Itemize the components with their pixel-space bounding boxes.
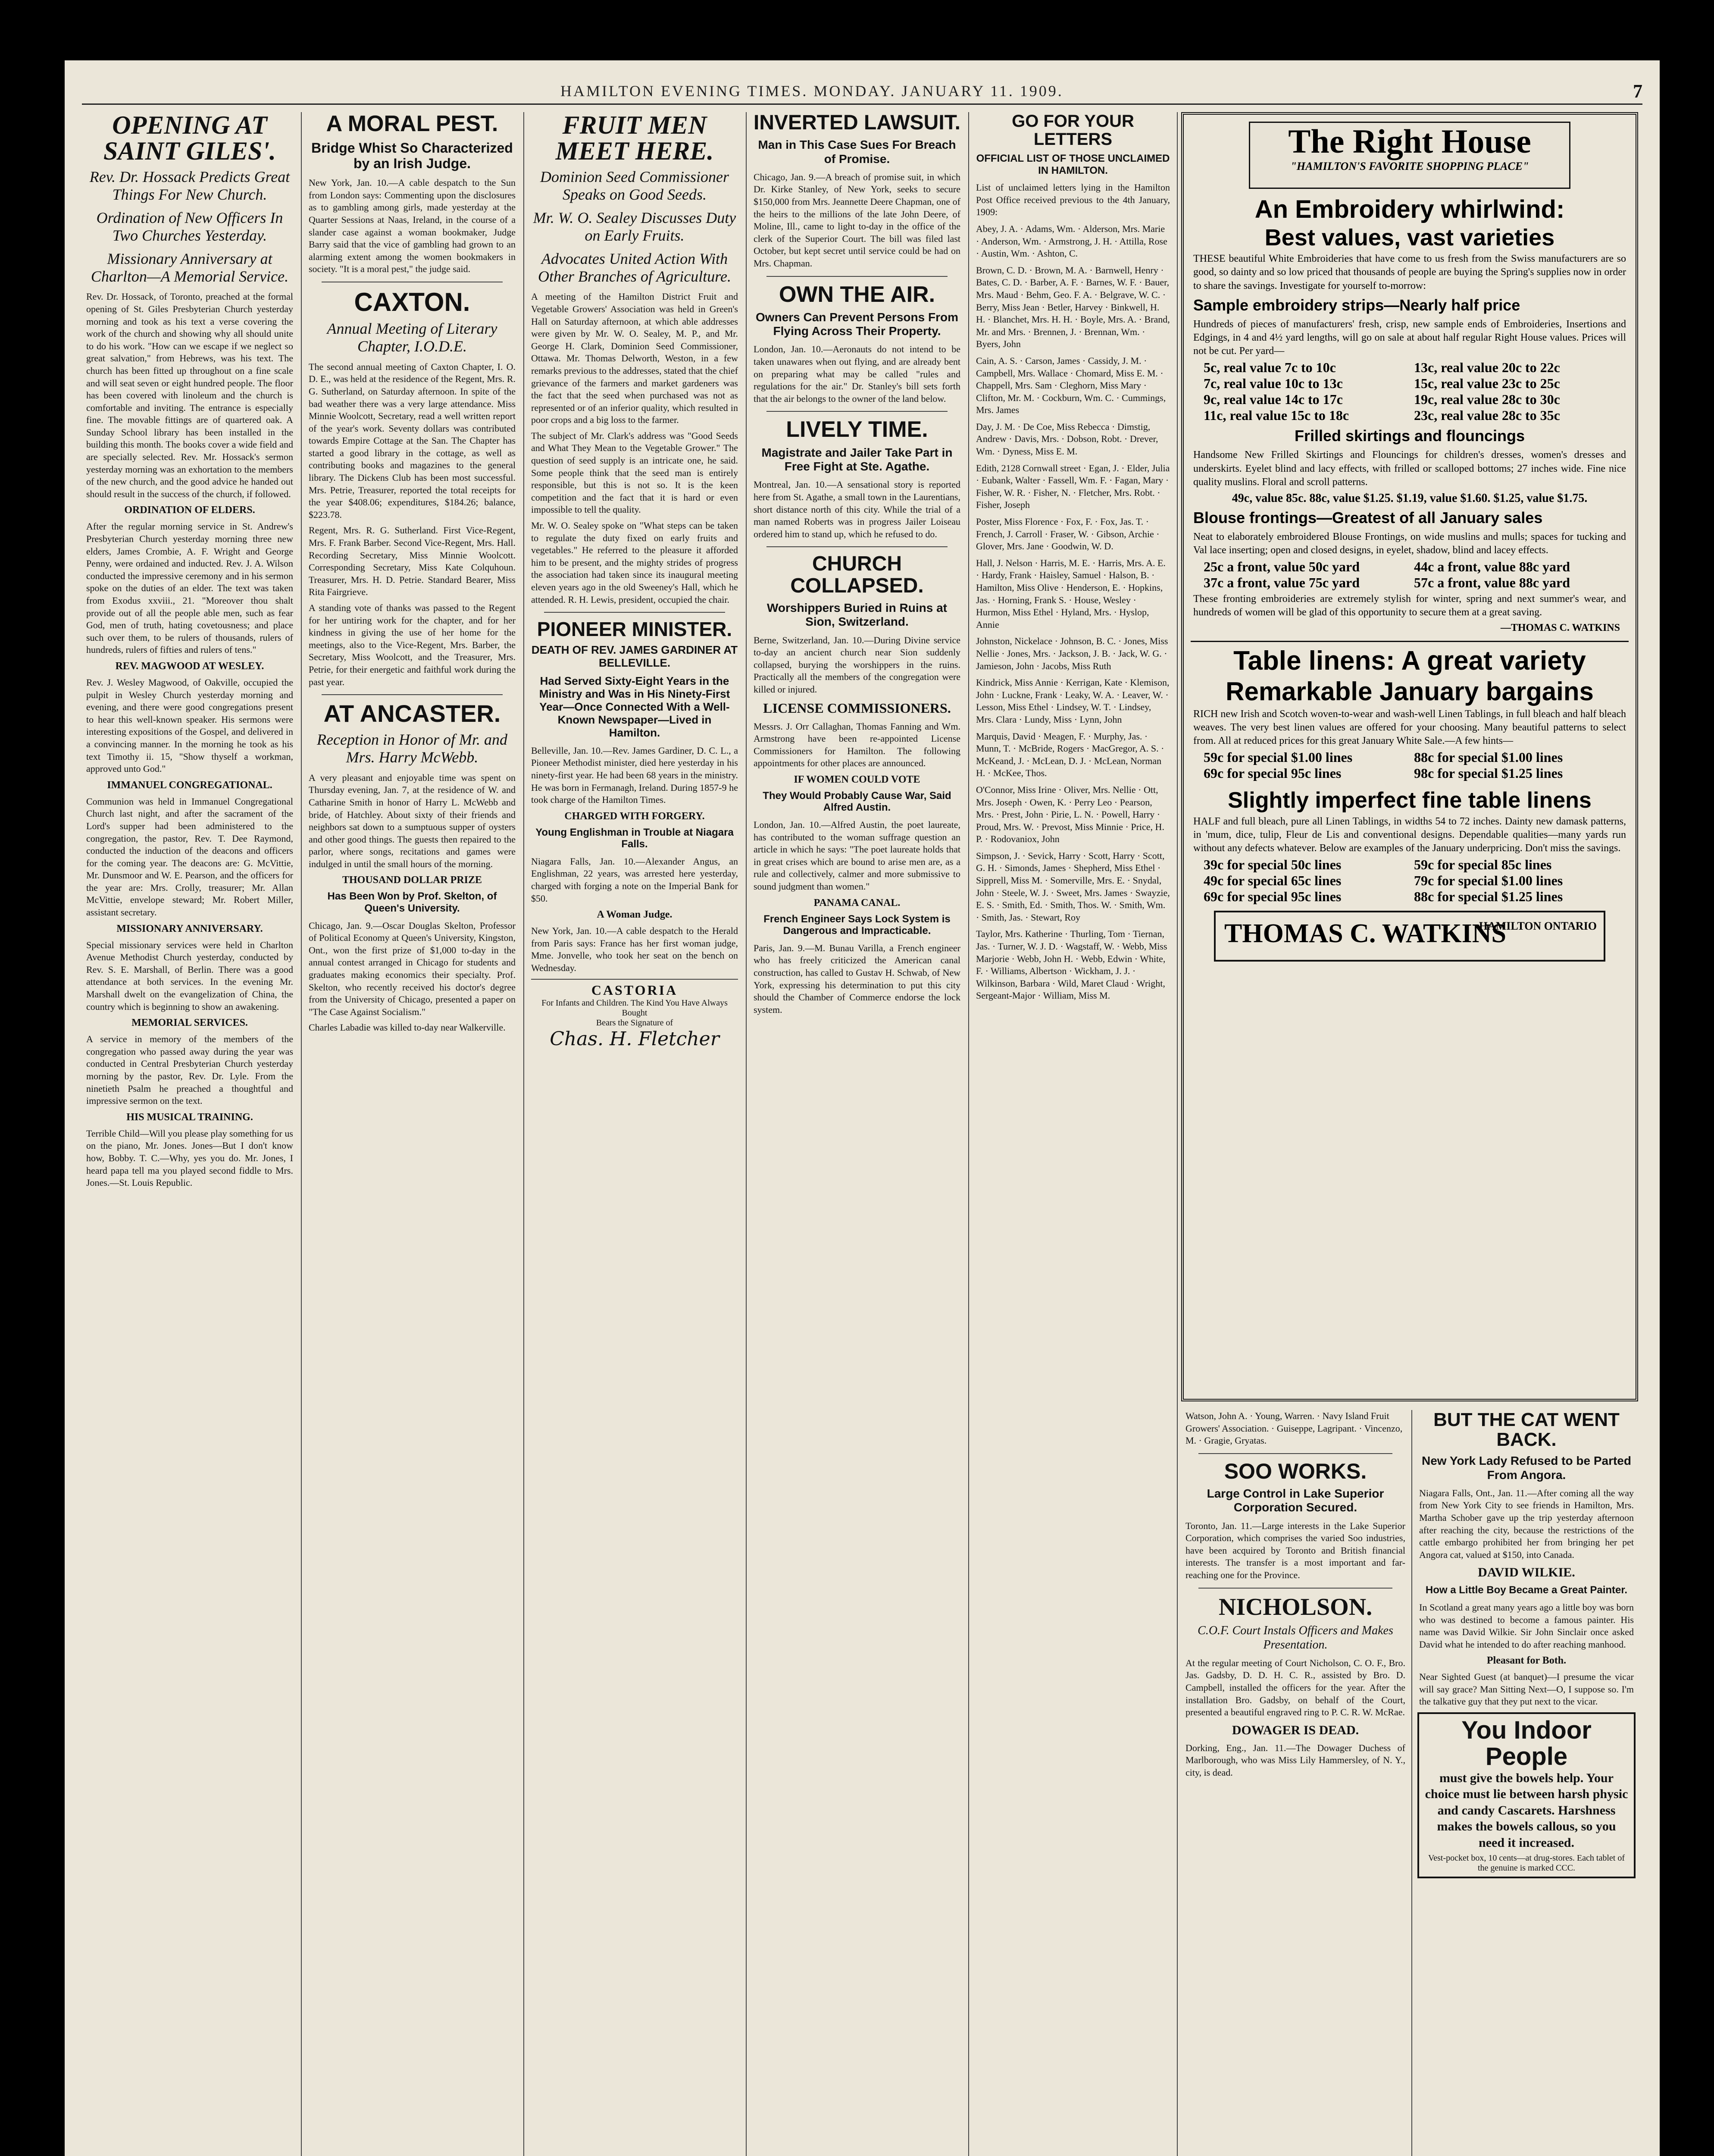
deck: Magistrate and Jailer Take Part in Free Fight at Ste. Agathe. [761,446,953,473]
price-line: 49c, value 85c. 88c, value $1.25. $1.19, value $1.60. $1.25, value $1.75. [1232,491,1588,505]
deck: Man in This Case Sues For Breach of Promise. [758,138,956,166]
deck: Has Been Won by Prof. Skelton, of Queen's University. [327,890,497,915]
ad-heading: Table linens: A great variety [1191,641,1629,676]
column-rule [1411,1410,1412,2156]
column-1 [82,112,297,2156]
deck: Young Englishman in Trouble at Niagara Falls. [535,826,734,850]
subheading: Pleasant for Both. [1486,1655,1567,1667]
article-body: Toronto, Jan. 11.—Large interests in the Lake Superior Corporation, which comprises the varied Soo industries, have been acquired by Toronto and British financial interests. The transfer is a most important and far-reaching one for the Province. [1185,1520,1405,1581]
deck: Annual Meeting of Literary Chapter, I.O.D.E. [327,320,497,355]
article-body: List of unclaimed letters lying in the Hamilton Post Office received previous to the 4th January, 1909: [976,182,1170,218]
subheading: IF WOMEN COULD VOTE [794,774,920,785]
letter-list: Cain, A. S. · Carson, James · Cassidy, J. M. · Campbell, Mrs. Wallace · Chomard, Miss E. M. · Chappell, Mrs. Sam · Cleghorn, Miss Mary · Clifton, Mr. M. · Cockburn, Wm. C. · Cummings, Mrs. James [976,355,1166,416]
price-item: 23c, real value 28c to 35c [1414,407,1560,423]
castoria-ad [531,979,738,1050]
article-body: London, Jan. 10.—Aeronauts do not intend to be taken unawares when out flying, and are already bent on preparing what may be called "rules and regulations for the air." Dr. Stanley's bill sets forth that the air belongs to the owner of the land below. [754,344,960,404]
subheading: A Woman Judge. [597,909,672,921]
subheading: HIS MUSICAL TRAINING. [126,1111,253,1123]
newspaper-page [65,60,1660,2156]
ad-subheading: Sample embroidery strips—Nearly half price [1193,296,1520,314]
deck: Had Served Sixty-Eight Years in the Ministry and Was in His Ninety-First Year—Once Connected With a Well-Known Newspaper—Lived in Hamilton. [539,674,730,739]
article-body: Rev. Dr. Hossack, of Toronto, preached at the formal opening of St. Giles Presbyterian Church yesterday morning and took as his text a verse covering the work of the church and showing why all should unite to do his work. "How can we escape if we neglect so great salvation," from Hebrews, was his text. The church has been fitted up throughout on a fine scale and will seat seven or eight hundred people. The floor has been covered with linoleum and the church is comfortable and inviting. The entrance is especially fine. The movable fittings are of quartered oak. A Sunday School library has been installed in the building this month. The books cover a wide field and are specially selected. Rev. Mr. Hossack's sermon yesterday morning was an exhortation to the members of the new church, and the good advice he handed out should result in the success of the church, if followed. [86,291,293,499]
price-item: 44c a front, value 88c yard [1414,559,1570,575]
header-rule [82,103,1642,105]
subheading: ORDINATION OF ELDERS. [124,505,255,516]
store-banner [1249,122,1570,189]
article-body: A meeting of the Hamilton District Fruit and Vegetable Growers' Association was held in Green's Hall on Saturday afternoon, at which able addresses were given by Mr. W. O. Sealey, M. P., and Mr. George H. Clark, Dominion Seed Commissioner, Ottawa. Mr. Thomas Delworth, Weston, in a few remarks previous to the addresses, stated that the chief grievance of the farmers and market gardeners was the fact that the seed when purchased was not as represented or of an inferior quality, which resulted in poor crops and a big loss to the farmer. [531,291,738,426]
ad-heading: Remarkable January bargains [1226,677,1594,706]
watkins-logo-city: HAMILTON ONTARIO [1479,920,1597,933]
headline-go-for-letters: GO FOR YOUR LETTERS [1012,112,1134,149]
price-grid [1204,559,1616,591]
letter-list: Poster, Miss Florence · Fox, F. · Fox, Jas. T. · French, J. Carroll · Fraser, W. · Gibson, Archie · Glover, Mrs. Jane · Goodwin, W. D. [976,516,1160,552]
subheading: MISSIONARY ANNIVERSARY. [116,923,263,934]
separator [1198,1453,1392,1454]
ad-copy: These fronting embroideries are extremely stylish for winter, spring and next summer's wear, and hundreds of women will be glad of this opportunity to secure them at a great saving. [1193,593,1626,618]
article-body: Chicago, Jan. 9.—Oscar Douglas Skelton, Professor of Political Economy at Queen's University, Kingston, Ont., won the first prize of $1,000 to-day in the annual contest arranged in Chicago for students and graduates making economics their specialty. Prof. Skelton, who recently received his doctor's degree from the University of Chicago, presented a paper on "The Case Against Socialism." [309,920,516,1017]
deck: New York Lady Refused to be Parted From Angora. [1422,1454,1631,1482]
column-5 [972,112,1174,2156]
right-house-advertisement [1181,112,1638,1401]
castoria-bears: Bears the Signature of [596,1018,673,1028]
watkins-logo [1214,911,1605,962]
officers-list: Regent, Mrs. R. G. Sutherland. First Vice-Regent, Mrs. F. Frank Barber. Second Vice-Regent, Mrs. Hall. Recording Secretary, Miss Minnie Woolcott. Corresponding Secretary, Miss Kate Colquhoun. Treasurer, Mrs. H. D. Petrie. Standard Bearer, Miss Rita Fairgrieve. [309,525,516,598]
price-item: 79c for special $1.00 lines [1414,873,1563,889]
deck: Ordination of New Officers In Two Churches Yesterday. [96,209,283,244]
price-item: 57c a front, value 88c yard [1414,575,1570,591]
ad-copy: RICH new Irish and Scotch woven-to-wear and wash-well Linen Tablings, in full bleach and half bleach weaves. The very best linen values are offered for your choosing. Many beautiful patterns to select from. All at reduced prices for this great January White Sale.—A few hints— [1193,708,1626,747]
article-body: Belleville, Jan. 10.—Rev. James Gardiner, D. C. L., a Pioneer Methodist minister, died here yesterday in his ninety-first year. He had been 68 years in the ministry. He was born in Fermanagh, Ireland. During 1857-9 he took charge of the Hamilton Times. [531,745,738,805]
article-body: The subject of Mr. Clark's address was "Good Seeds and What They Mean to the Vegetable Grower." The question of seed supply is an intricate one, he said. Some people think that the seed man is entirely responsible, but this is not so. It is the keen competition and the fact that it is hard or even impossible to tell the quality. [531,430,738,515]
column-rule [746,112,747,2156]
price-item: 88c for special $1.25 lines [1414,889,1563,905]
cascarets-heading: You Indoor People [1461,1716,1592,1771]
article-body: A service in memory of the members of the congregation who passed away during the year was conducted in Central Presbyterian Church yesterday morning by the pastor, Rev. Dr. Lyle. From the ninetieth Psalm he preached a thoughtful and impressive sermon on the text. [86,1034,293,1106]
ad-subheading: Frilled skirtings and flouncings [1294,427,1525,445]
running-title: HAMILTON EVENING TIMES. MONDAY. JANUARY 11. 1909. [560,82,1063,100]
column-rule [523,112,524,2156]
letter-list: Simpson, J. · Sevick, Harry · Scott, Harry · Scott, G. H. · Simonds, James · Shepherd, Miss Ethel · Sipprell, Miss M. · Somerville, Mrs. E. · Snydal, John · Steele, W. J. · Sweet, Mrs. James · Swayzie, E. S. · Smith, Ed. · Smith, Thos. W. · Smith, Wm. · Smith, Jas. · Stewart, Roy [976,850,1170,923]
article-body: Berne, Switzerland, Jan. 10.—During Divine service to-day an ancient church near Sion suddenly collapsed, burying the worshippers in the ruins. Practically all the members of the congregation were killed or injured. [754,634,960,695]
column-2 [304,112,520,2156]
price-grid [1204,749,1616,781]
price-item: 11c, real value 15c to 18c [1204,407,1349,423]
headline-fruit-men: FRUIT MEN MEET HERE. [555,112,714,165]
letter-list: Brown, C. D. · Brown, M. A. · Barnwell, Henry · Bates, C. D. · Barber, A. F. · Barnes, W. F. · Bauer, Mrs. Maud · Behm, Geo. F. A. · Belgrave, W. C. · Berry, Miss Jean · Betler, Harvey · Binkwell, H. H. · Blanchet, Mrs. H. H. · Boyle, Mrs. A. · Brand, Mr. and Mrs. · Brennen, J. · Brennan, Wm. · Byers, John [976,264,1170,350]
deck: How a Little Boy Became a Great Painter. [1425,1584,1628,1596]
deck: French Engineer Says Lock System is Dangerous and Impracticable. [763,913,951,937]
price-item: 59c for special $1.00 lines [1204,749,1353,765]
fletcher-signature: Chas. H. Fletcher [550,1028,719,1050]
headline-pioneer-minister: PIONEER MINISTER. [537,618,732,641]
letter-list: Abey, J. A. · Adams, Wm. · Alderson, Mrs. Marie · Anderson, Wm. · Armstrong, J. H. · Attilla, Rose · Austin, Wm. · Ashton, C. [976,223,1167,259]
article-body: Charles Labadie was killed to-day near Walkerville. [309,1022,506,1033]
article-body: After the regular morning service in St. Andrew's Presbyterian Church yesterday morning three new elders, James Crombie, A. F. Wright and George Penny, were ordained and inducted. Rev. J. A. Wilson conducted the impressive ceremony and in his sermon spoke on the duties of an elder. The text was taken from Exodus xxviii., 21. "Moreover thou shalt provide out of all the people able men, such as fear God, men of truth, hating covetousness; and place such over them, to be rulers of thousands, rulers of hundreds, rulers of fifties and rulers of tens." [86,521,293,655]
article-body: Communion was held in Immanuel Congregational Church last night, and after the sacrament of the Lord's supper had been administered to the congregation, the pastor, Rev. T. Dee Raymond, conducted the induction of the deacons and officers for the coming year. The deacons are: G. McVittie, Mr. Dunsmoor and W. E. Pearson, and the officers for the year are: Mrs. Crolly, treasurer; Mr. Allan McVittie, envelope steward; Mr. Robert Miller, assistant secretary. [86,796,293,918]
price-item: 37c a front, value 75c yard [1204,575,1360,591]
article-body: Dorking, Eng., Jan. 11.—The Dowager Duchess of Marlborough, who was Miss Lily Hammersley, of N. Y., city, is dead. [1185,1742,1405,1778]
headline-church-collapsed: CHURCH COLLAPSED. [790,552,924,597]
deck: DEATH OF REV. JAMES GARDINER AT BELLEVILLE. [531,643,738,670]
deck: C.O.F. Court Instals Officers and Makes Presentation. [1198,1624,1393,1651]
headline-at-ancaster: AT ANCASTER. [323,700,501,727]
article-body: The second annual meeting of Caxton Chapter, I. O. D. E., was held at the residence of the Regent, Mrs. R. G. Sutherland, on Saturday afternoon. In spite of the bad weather there was a very large attendance. Miss Minnie Woolcott, Secretary, read a well written report of the year's work. Seventy dollars was contributed towards Empire Cottage at the San. The Chapter has started a good library in the cottage, as well as contributing books and magazines to the general library. The Dickens Club has been most successful. Mrs. Petrie, Treasurer, reported the total receipts for the year $408.06; expenditures, $184.26; balance, $223.78. [309,361,516,520]
deck: Advocates United Action With Other Branches of Agriculture. [538,250,731,285]
watkins-logo-name: THOMAS C. WATKINS [1224,919,1506,949]
cascarets-footer: Vest-pocket box, 10 cents—at drug-stores. Each tablet of the genuine is marked CCC. [1428,1853,1625,1873]
article-body: Niagara Falls, Ont., Jan. 11.—After coming all the way from New York City to see friends in Hamilton, Mrs. Martha Schober gave up the trip yesterday afternoon after reaching the city, because the restrictions of the cattle embargo prohibited her from bringing her pet Angora cat, valued at $150, into Canada. [1419,1487,1634,1560]
letter-list: Edith, 2128 Cornwall street · Egan, J. · Elder, Julia · Eubank, Walter · Fassell, Wm. F. · Fagan, Mary · Fisher, W. R. · Fisher, N. · Fletcher, Mrs. Robt. · Fisher, Joseph [976,462,1170,511]
headline-own-the-air: OWN THE AIR. [779,282,935,307]
article-body: A very pleasant and enjoyable time was spent on Thursday evening, Jan. 7, at the residence of W. and Catharine Smith in honor of Harry L. McWebb and bride, of Hatchley. About sixty of their friends and neighbors sat down to a sumptuous supper of oysters and other good things. The guests then repaired to the parlor, where songs, recitations and games were indulged in until the small hours of the morning. [309,772,516,869]
ad-copy: HALF and full bleach, pure all Linen Tablings, in widths 54 to 72 inches. Dainty new damask patterns, in 'mum, dice, tulip, Fleur de Lis and conventional designs. Dependable qualities—many yards run without any defects whatever. Below are examples of the January underpricing. Don't miss the savings. [1193,815,1626,854]
letter-list: Johnston, Nickelace · Johnson, B. C. · Jones, Miss Nellie · Jones, Mrs. · Jackson, J. B. · Jack, W. G. · Jamieson, John · Jacobs, Miss Ruth [976,636,1168,671]
deck: Reception in Honor of Mr. and Mrs. Harry McWebb. [317,730,507,766]
page-number: 7 [1633,81,1642,102]
headline-soo-works: SOO WORKS. [1224,1459,1367,1483]
deck: They Would Probably Cause War, Said Alfred Austin. [763,790,951,814]
price-item: 39c for special 50c lines [1204,857,1342,873]
letter-list: Hall, J. Nelson · Harris, M. E. · Harris, Mrs. A. E. · Hardy, Frank · Haisley, Samuel · Halson, B. · Hamilton, Miss Olive · Henderson, E. · Hopkins, Jas. · Horning, Frank S. · House, Wesley · Hurmon, Miss Ethel · Hyland, Mrs. · Hyslop, Annie [976,557,1166,630]
price-item: 15c, real value 23c to 25c [1414,376,1560,392]
ad-heading: An Embroidery whirlwind: [1254,195,1565,223]
headline-cat-went-back: BUT THE CAT WENT BACK. [1433,1410,1620,1451]
separator [322,694,503,695]
price-item: 19c, real value 28c to 30c [1414,392,1560,407]
column-rule [301,112,302,2156]
ad-copy: Neat to elaborately embroidered Blouse Frontings, on wide muslins and mulls; spaces for tucking and Val lace inserting; open and closed designs, in eyelet, shadow, blind and lacey effects. [1193,531,1626,556]
castoria-title: CASTORIA [591,982,678,998]
price-item: 7c, real value 10c to 13c [1204,376,1343,392]
letter-list: Kindrick, Miss Annie · Kerrigan, Kate · Klemison, John · Luckne, Frank · Leaky, W. A. · Leaver, W. · Lesson, Miss Ethel · Lindsey, W. T. · Lindsey, Mrs. Clara · Lundy, Miss · Lynn, John [976,677,1170,725]
article-body: At the regular meeting of Court Nicholson, C. O. F., Bro. Jas. Gadsby, D. D. H. C. R., assisted by Bro. D. Campbell, installed the officers for the year. After the installation Bro. Gadsby, on behalf of the Court, presented a beautiful engraved ring to P. C. R. W. McRae. [1185,1657,1405,1718]
headline-caxton: CAXTON. [354,287,470,317]
letter-list: O'Connor, Miss Irine · Oliver, Mrs. Nellie · Ott, Mrs. Joseph · Owen, K. · Perry Leo · Pearson, Mrs. · Prest, John · Pirie, L. N. · Powell, Harry · Proud, Mrs. W. · Prevost, Miss Minnie · Price, H. P. · Rodovaniox, John [976,784,1164,845]
headline-moral-pest: A MORAL PEST. [326,112,498,136]
store-tagline: "HAMILTON'S FAVORITE SHOPPING PLACE" [1290,160,1529,172]
column-rule [968,112,969,2156]
letter-list: Marquis, David · Meagen, F. · Murphy, Jas. · Munn, T. · McBride, Rogers · MacGregor, A. S. · McKeand, J. · McLean, D. J. · McLean, Norman H. · McKee, Thos. [976,730,1164,779]
separator [766,276,948,277]
article-body: Special missionary services were held in Charlton Avenue Methodist Church yesterday, conducted by Rev. S. E. Marshall, of Berlin. There was a good attendance at both services. In the evening Mr. Marshall dwelt on the evangelization of China, the country which is beginning to show an awakening. [86,939,293,1012]
subheading: DAVID WILKIE. [1478,1565,1575,1580]
article-body: London, Jan. 10.—Alfred Austin, the poet laureate, has contributed to the woman suffrage question an article in which he says: "The poet laureate holds that in great crises which are bound to arise men are, as a rule and collectively, calmer and more submissive to sound judgment than women." [754,819,960,892]
headline-inverted-lawsuit: INVERTED LAWSUIT. [753,112,961,134]
headline-lively-time: LIVELY TIME. [786,417,928,442]
subheading: REV. MAGWOOD AT WESLEY. [115,660,264,672]
letter-list: Watson, John A. · Young, Warren. · Navy Island Fruit Growers' Association. · Guiseppe, Lagripant. · Vincenzo, M. · Gragie, Gryatas. [1185,1410,1403,1446]
separator [1198,1588,1392,1589]
letter-list: Taylor, Mrs. Katherine · Thurling, Tom · Tiernan, Jas. · Turner, W. J. D. · Wagstaff, W. · Webb, Miss Marjorie · Webb, John H. · Webb, Edwin · White, F. · Williams, Albertson · Wickham, J. J. · Wilkinson, Barbara · Wild, Maret Claud · Wright, Sergeant-Major · William, Miss M. [976,928,1167,1001]
ad-copy: Hundreds of pieces of manufacturers' fresh, crisp, new sample ends of Embroideries, Insertions and Edgings, in 4 and 4½ yard lengths, will go on sale at about half regular Right House values. Prices will not be cut. Per yard— [1193,318,1626,357]
article-body: New York, Jan. 10.—A cable despatch to the Sun from London says: Commenting upon the disclosures as to gambling among girls, made yesterday at the Quarter Sessions at Naas, Ireland, in the course of a slander case against a woman bookmaker, Judge Barry said that the vice of gambling had grown to an alarming extent among the women bookmakers in society. "It is a moral pest," the judge said. [309,177,516,275]
article-body: Chicago, Jan. 9.—A breach of promise suit, in which Dr. Kirke Stanley, of New York, seeks to secure $150,000 from Mrs. Jeannette Deere Chapman, one of the heirs to the millions of the late John Deere, of Moline, Ill., came to light to-day in the office of the clerk of the Superior Court. The bill was filed last October, but kept secret until service could be had on Mrs. Chapman. [754,171,960,269]
deck: Mr. W. O. Sealey Discusses Duty on Early Fruits. [533,209,736,244]
subheading: CHARGED WITH FORGERY. [564,810,705,822]
separator [766,546,948,547]
deck: OFFICIAL LIST OF THOSE UNCLAIMED IN HAMILTON. [976,153,1170,176]
deck: Owners Can Prevent Persons From Flying Across Their Property. [756,310,958,338]
subheading: LICENSE COMMISSIONERS. [763,700,951,716]
headline-opening-saint-giles: OPENING AT SAINT GILES'. [103,112,276,165]
ad-copy: Handsome New Frilled Skirtings and Flouncings for children's dresses, women's dresses and underskirts. Eyelet blind and lacy effects, with frilled or scalloped bottoms; 27 inches wide. Fine nice quality muslins. Floral and scroll patterns. [1193,449,1626,488]
deck: Large Control in Lake Superior Corporation Secured. [1207,1487,1384,1514]
price-item: 9c, real value 14c to 17c [1204,392,1343,407]
ad-copy: THESE beautiful White Embroideries that have come to us fresh from the Swiss manufacturers are so good, so dainty and so low priced that thousands of people are buying the Spring's supplies now in order to share the savings. Investigate for yourself to-morrow: [1193,253,1626,291]
article-body: Rev. J. Wesley Magwood, of Oakville, occupied the pulpit in Wesley Church yesterday morning and evening, and there were good congregations present to hear this well-known speaker. His sermons were interesting expositions of the Gospel, and delivered in a convincing manner. In the morning he took as his text Timothy ii. 15, "Show thyself a workman, approved unto God." [86,677,293,774]
ad-heading: Best values, vast varieties [1264,224,1555,251]
castoria-tag: For Infants and Children. The Kind You Have Always Bought [541,998,728,1018]
column-7 [1415,1410,1638,2156]
deck: Bridge Whist So Characterized by an Irish Judge. [311,140,513,172]
price-item: 49c for special 65c lines [1204,873,1342,889]
subheading: MEMORIAL SERVICES. [131,1017,248,1029]
article-body: Paris, Jan. 9.—M. Bunau Varilla, a French engineer who has freely criticized the American canal construction, has called to Gustav H. Schwab, of New York, expressing his determination to put this city should the Chamber of Commerce endorse the lock system. [754,942,960,1015]
letter-list: Day, J. M. · De Coe, Miss Rebecca · Dimstig, Andrew · Davis, Mrs. · Dobson, Robt. · Drever, Wm. · Dyness, Miss E. M. [976,421,1158,457]
deck: Worshippers Buried in Ruins at Sion, Switzerland. [767,601,947,629]
separator [544,612,725,613]
separator [766,411,948,412]
subheading: DOWAGER IS DEAD. [1232,1723,1359,1737]
article-body: Messrs. J. Orr Callaghan, Thomas Fanning and Wm. Armstrong have been re-appointed License Commissioners for Hamilton. The following appointments for other places are announced. [754,721,960,769]
article-body: Terrible Child—Will you please play something for us on the piano, Mr. Jones. Jones—But I don't know how, Bobby. T. C.—Why, yes you do. Mr. Jones, I heard papa tell ma you played second fiddle to Mrs. Jones.—St. Louis Republic. [86,1128,293,1188]
article-body: In Scotland a great many years ago a little boy was born who was destined to become a famous painter. His name was David Wilkie. Sir John Sinclair once asked David what he intended to do after reaching manhood. [1419,1601,1634,1650]
column-3 [527,112,742,2156]
column-6 [1181,1410,1410,2156]
price-item: 13c, real value 20c to 22c [1414,360,1560,376]
article-body: A standing vote of thanks was passed to the Regent for her untiring work for the chapter, and for her kindness in giving the use of her home for the meetings, also to the Vice-Regent, Mrs. Barber, the Secretary, Miss Woolcott, and the Treasurer, Mrs. Petrie, for their energetic and faithful work during the past year. [309,602,516,687]
price-item: 59c for special 85c lines [1414,857,1552,873]
price-item: 69c for special 95c lines [1204,765,1342,781]
price-item: 25c a front, value 50c yard [1204,559,1360,575]
subheading: IMMANUEL CONGREGATIONAL. [107,779,272,791]
subheading: PANAMA CANAL. [813,897,901,909]
cascarets-ad [1417,1712,1636,1878]
article-body: Mr. W. O. Sealey spoke on "What steps can be taken to regulate the duty fixed on early fruits and vegetables." He referred to the pleasure it afforded him to be present, and the mighty strides of progress the association had taken since its inaugural meeting eleven years ago in the old Sweeney's Hall, which he attended. R. H. Lewis, president, occupied the chair. [531,520,738,605]
deck: Rev. Dr. Hossack Predicts Great Things For New Church. [89,168,290,204]
price-grid [1204,857,1616,905]
ad-heading: Slightly imperfect fine table linens [1228,788,1592,813]
ad-subheading: Blouse frontings—Greatest of all January sales [1193,508,1543,526]
price-item: 5c, real value 7c to 10c [1204,360,1336,376]
deck: Missionary Anniversary at Charlton—A Memorial Service. [91,250,289,285]
article-body: New York, Jan. 10.—A cable despatch to the Herald from Paris says: France has her first woman judge, Mme. Jonvelle, who took her seat on the bench on Wednesday. [531,925,738,974]
article-body: Niagara Falls, Jan. 10.—Alexander Angus, an Englishman, 22 years, was arrested here yesterday, charged with forging a note on the Imperial Bank for $50. [531,856,738,904]
ad-signature: —THOMAS C. WATKINS [1500,622,1620,633]
article-body: Montreal, Jan. 10.—A sensational story is reported here from St. Agathe, a small town in the Laurentians, short distance north of this city. While the trial of a man named Roberts was in progress Jailer Loiseau ordered him to stand up, which he refused to do. [754,479,960,539]
cascarets-copy: must give the bowels help. Your choice must lie between harsh physic and candy Cascarets. Harshness makes the bowels callous, so you need it increased. [1425,1771,1628,1850]
article-body: Near Sighted Guest (at banquet)—I presume the vicar will say grace? Man Sitting Next—O, I suppose so. I'm the talkative guy that they put next to the vicar. [1419,1671,1634,1707]
subheading: THOUSAND DOLLAR PRIZE [342,874,482,886]
headline-nicholson: NICHOLSON. [1218,1593,1373,1620]
price-item: 88c for special $1.00 lines [1414,749,1563,765]
price-item: 69c for special 95c lines [1204,889,1342,905]
store-name: The Right House [1288,122,1531,160]
column-4 [749,112,965,2156]
deck: Dominion Seed Commissioner Speaks on Good Seeds. [540,168,729,204]
price-grid [1204,360,1616,423]
column-rule [1177,112,1178,2156]
price-item: 98c for special $1.25 lines [1414,765,1563,781]
